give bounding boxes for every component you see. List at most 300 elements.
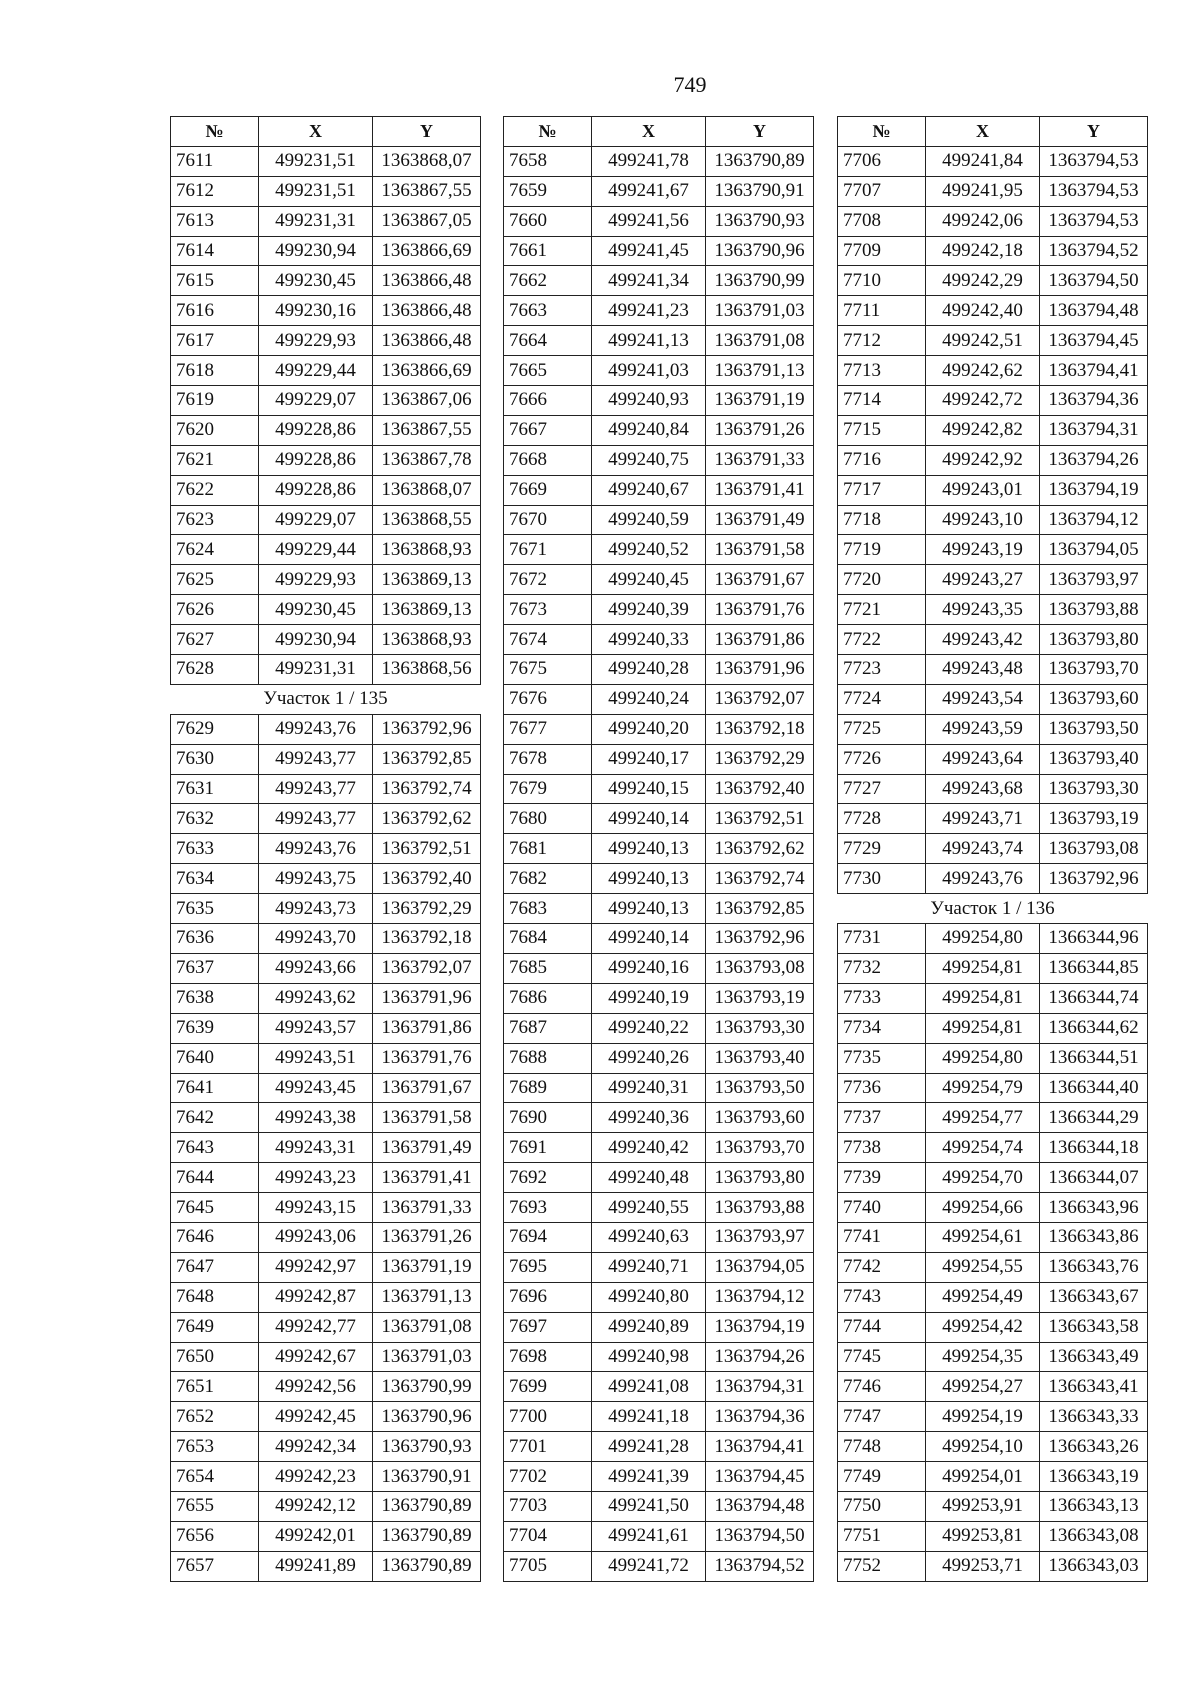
y-coordinate: 1363790,89 [373,1551,481,1581]
x-coordinate: 499243,42 [926,625,1040,655]
point-number: 7647 [171,1252,259,1282]
y-coordinate: 1363792,51 [706,804,814,834]
y-coordinate: 1366344,29 [1040,1103,1148,1133]
y-coordinate: 1366343,76 [1040,1252,1148,1282]
y-coordinate: 1366343,03 [1040,1551,1148,1581]
x-coordinate: 499242,67 [259,1342,373,1372]
table-row [838,1521,1148,1551]
table-row [838,804,1148,834]
y-coordinate: 1363791,86 [373,1013,481,1043]
x-coordinate: 499228,86 [259,445,373,475]
point-number: 7673 [504,595,592,625]
x-coordinate: 499241,08 [592,1372,706,1402]
point-number: 7680 [504,804,592,834]
point-number: 7739 [838,1163,926,1193]
x-coordinate: 499253,81 [926,1521,1040,1551]
table-row [504,655,814,685]
x-coordinate: 499242,29 [926,266,1040,296]
x-coordinate: 499240,22 [592,1013,706,1043]
x-coordinate: 499242,34 [259,1432,373,1462]
y-coordinate: 1363793,80 [706,1163,814,1193]
table-row [504,475,814,505]
point-number: 7618 [171,356,259,386]
table-row [504,505,814,535]
table-row [171,655,481,685]
point-number: 7745 [838,1342,926,1372]
column-header-x: X [259,117,373,147]
y-coordinate: 1363791,41 [373,1163,481,1193]
y-coordinate: 1363793,70 [706,1133,814,1163]
column-header-x: X [926,117,1040,147]
table-row [838,146,1148,176]
y-coordinate: 1366343,49 [1040,1342,1148,1372]
y-coordinate: 1366344,85 [1040,953,1148,983]
table-row [171,924,481,954]
x-coordinate: 499254,80 [926,1043,1040,1073]
x-coordinate: 499241,61 [592,1521,706,1551]
table-row [504,386,814,416]
table-row [504,326,814,356]
x-coordinate: 499229,44 [259,535,373,565]
point-number: 7626 [171,595,259,625]
x-coordinate: 499229,93 [259,565,373,595]
y-coordinate: 1363794,05 [1040,535,1148,565]
y-coordinate: 1363794,41 [706,1432,814,1462]
y-coordinate: 1363791,19 [706,386,814,416]
y-coordinate: 1363790,93 [373,1432,481,1462]
x-coordinate: 499240,42 [592,1133,706,1163]
point-number: 7611 [171,146,259,176]
point-number: 7727 [838,774,926,804]
y-coordinate: 1366343,67 [1040,1282,1148,1312]
x-coordinate: 499254,77 [926,1103,1040,1133]
table-row [838,655,1148,685]
y-coordinate: 1366344,62 [1040,1013,1148,1043]
table-row [504,924,814,954]
column-header-number: № [504,117,592,147]
point-number: 7677 [504,714,592,744]
x-coordinate: 499240,39 [592,595,706,625]
x-coordinate: 499241,13 [592,326,706,356]
table-row [838,206,1148,236]
y-coordinate: 1363790,91 [706,176,814,206]
x-coordinate: 499242,23 [259,1462,373,1492]
y-coordinate: 1366343,13 [1040,1491,1148,1521]
table-row [171,1342,481,1372]
section-row [171,684,481,714]
point-number: 7662 [504,266,592,296]
point-number: 7675 [504,655,592,685]
table-row [838,535,1148,565]
x-coordinate: 499243,54 [926,684,1040,714]
point-number: 7751 [838,1521,926,1551]
point-number: 7691 [504,1133,592,1163]
x-coordinate: 499243,70 [259,924,373,954]
point-number: 7693 [504,1193,592,1223]
point-number: 7622 [171,475,259,505]
point-number: 7721 [838,595,926,625]
table-row [171,1551,481,1581]
point-number: 7695 [504,1252,592,1282]
point-number: 7723 [838,655,926,685]
x-coordinate: 499229,07 [259,386,373,416]
table-row [171,1043,481,1073]
point-number: 7731 [838,924,926,954]
point-number: 7679 [504,774,592,804]
y-coordinate: 1363794,19 [1040,475,1148,505]
y-coordinate: 1363792,40 [373,864,481,894]
y-coordinate: 1363794,19 [706,1312,814,1342]
table-row [504,1521,814,1551]
x-coordinate: 499242,01 [259,1521,373,1551]
x-coordinate: 499241,78 [592,146,706,176]
point-number: 7661 [504,236,592,266]
y-coordinate: 1363791,67 [706,565,814,595]
table-row [504,834,814,864]
point-number: 7652 [171,1402,259,1432]
point-number: 7690 [504,1103,592,1133]
table-row [838,1312,1148,1342]
table-row [504,146,814,176]
x-coordinate: 499240,31 [592,1073,706,1103]
y-coordinate: 1363794,26 [706,1342,814,1372]
x-coordinate: 499242,56 [259,1372,373,1402]
y-coordinate: 1366343,33 [1040,1402,1148,1432]
point-number: 7623 [171,505,259,535]
x-coordinate: 499243,38 [259,1103,373,1133]
x-coordinate: 499231,51 [259,146,373,176]
x-coordinate: 499243,31 [259,1133,373,1163]
y-coordinate: 1363792,96 [1040,864,1148,894]
table-row [838,625,1148,655]
y-coordinate: 1363792,62 [706,834,814,864]
y-coordinate: 1363791,58 [706,535,814,565]
table-row [838,924,1148,954]
y-coordinate: 1363791,58 [373,1103,481,1133]
table-row [171,475,481,505]
x-coordinate: 499241,03 [592,356,706,386]
section-title: Участок 1 / 135 [171,684,481,714]
x-coordinate: 499242,82 [926,415,1040,445]
x-coordinate: 499243,75 [259,864,373,894]
y-coordinate: 1363866,48 [373,296,481,326]
x-coordinate: 499243,66 [259,953,373,983]
x-coordinate: 499229,93 [259,326,373,356]
point-number: 7671 [504,535,592,565]
y-coordinate: 1363790,89 [373,1521,481,1551]
table-row [171,326,481,356]
y-coordinate: 1363793,50 [1040,714,1148,744]
table-row [171,1133,481,1163]
y-coordinate: 1363793,40 [1040,744,1148,774]
y-coordinate: 1363790,89 [706,146,814,176]
y-coordinate: 1363791,76 [706,595,814,625]
y-coordinate: 1363791,67 [373,1073,481,1103]
point-number: 7746 [838,1372,926,1402]
y-coordinate: 1363790,96 [706,236,814,266]
y-coordinate: 1366343,08 [1040,1521,1148,1551]
y-coordinate: 1363791,49 [706,505,814,535]
y-coordinate: 1363792,74 [373,774,481,804]
coordinates-table-1 [170,116,481,1582]
x-coordinate: 499242,51 [926,326,1040,356]
y-coordinate: 1363793,70 [1040,655,1148,685]
table-row [838,356,1148,386]
point-number: 7711 [838,296,926,326]
point-number: 7714 [838,386,926,416]
x-coordinate: 499240,84 [592,415,706,445]
y-coordinate: 1363790,93 [706,206,814,236]
y-coordinate: 1363791,96 [373,983,481,1013]
x-coordinate: 499242,18 [926,236,1040,266]
y-coordinate: 1363867,55 [373,415,481,445]
y-coordinate: 1363792,18 [706,714,814,744]
x-coordinate: 499243,76 [259,714,373,744]
table-row [171,1491,481,1521]
table-row [838,1043,1148,1073]
x-coordinate: 499241,39 [592,1462,706,1492]
point-number: 7701 [504,1432,592,1462]
table-row [171,1073,481,1103]
table-row [504,236,814,266]
table-row [504,1282,814,1312]
column-header-number: № [838,117,926,147]
point-number: 7638 [171,983,259,1013]
x-coordinate: 499254,49 [926,1282,1040,1312]
x-coordinate: 499243,15 [259,1193,373,1223]
x-coordinate: 499229,44 [259,356,373,386]
y-coordinate: 1363791,03 [706,296,814,326]
y-coordinate: 1363793,60 [1040,684,1148,714]
table-row [504,1312,814,1342]
table-row [504,1252,814,1282]
point-number: 7725 [838,714,926,744]
y-coordinate: 1363794,53 [1040,176,1148,206]
x-coordinate: 499242,62 [926,356,1040,386]
x-coordinate: 499231,31 [259,206,373,236]
y-coordinate: 1363791,76 [373,1043,481,1073]
table-row [504,864,814,894]
y-coordinate: 1363794,36 [1040,386,1148,416]
table-row [171,1282,481,1312]
y-coordinate: 1363869,13 [373,595,481,625]
x-coordinate: 499241,84 [926,146,1040,176]
table-row [504,206,814,236]
table-row [838,176,1148,206]
point-number: 7672 [504,565,592,595]
y-coordinate: 1363868,56 [373,655,481,685]
y-coordinate: 1363868,93 [373,625,481,655]
header-row [838,117,1148,147]
point-number: 7657 [171,1551,259,1581]
table-row [504,684,814,714]
point-number: 7700 [504,1402,592,1432]
table-row [171,894,481,924]
y-coordinate: 1363792,07 [706,684,814,714]
table-row [171,625,481,655]
y-coordinate: 1363791,19 [373,1252,481,1282]
x-coordinate: 499243,48 [926,655,1040,685]
y-coordinate: 1366344,07 [1040,1163,1148,1193]
point-number: 7724 [838,684,926,714]
point-number: 7682 [504,864,592,894]
y-coordinate: 1363794,12 [706,1282,814,1312]
table-row [504,565,814,595]
y-coordinate: 1363791,86 [706,625,814,655]
point-number: 7634 [171,864,259,894]
point-number: 7639 [171,1013,259,1043]
point-number: 7744 [838,1312,926,1342]
y-coordinate: 1363868,93 [373,535,481,565]
x-coordinate: 499254,80 [926,924,1040,954]
table-row [838,983,1148,1013]
y-coordinate: 1363867,55 [373,176,481,206]
section-title: Участок 1 / 136 [838,894,1148,924]
point-number: 7735 [838,1043,926,1073]
table-row [171,1103,481,1133]
y-coordinate: 1366344,18 [1040,1133,1148,1163]
table-row [838,714,1148,744]
point-number: 7649 [171,1312,259,1342]
table-row [171,1402,481,1432]
point-number: 7645 [171,1193,259,1223]
x-coordinate: 499243,74 [926,834,1040,864]
x-coordinate: 499243,10 [926,505,1040,535]
y-coordinate: 1366344,51 [1040,1043,1148,1073]
point-number: 7624 [171,535,259,565]
column-header-x: X [592,117,706,147]
table-row [838,475,1148,505]
x-coordinate: 499240,28 [592,655,706,685]
point-number: 7752 [838,1551,926,1581]
table-row [504,1103,814,1133]
x-coordinate: 499230,94 [259,236,373,266]
y-coordinate: 1366343,19 [1040,1462,1148,1492]
x-coordinate: 499242,77 [259,1312,373,1342]
y-coordinate: 1366344,74 [1040,983,1148,1013]
table-row [171,415,481,445]
table-row [504,266,814,296]
y-coordinate: 1363794,41 [1040,356,1148,386]
x-coordinate: 499240,89 [592,1312,706,1342]
x-coordinate: 499241,95 [926,176,1040,206]
point-number: 7694 [504,1222,592,1252]
x-coordinate: 499243,01 [926,475,1040,505]
x-coordinate: 499242,97 [259,1252,373,1282]
point-number: 7708 [838,206,926,236]
table-row [838,1282,1148,1312]
table-row [171,445,481,475]
y-coordinate: 1366343,96 [1040,1193,1148,1223]
point-number: 7688 [504,1043,592,1073]
table-row [171,356,481,386]
x-coordinate: 499240,20 [592,714,706,744]
x-coordinate: 499240,17 [592,744,706,774]
table-row [171,535,481,565]
point-number: 7720 [838,565,926,595]
x-coordinate: 499242,12 [259,1491,373,1521]
point-number: 7670 [504,505,592,535]
table-row [838,1013,1148,1043]
table-row [171,1163,481,1193]
x-coordinate: 499240,13 [592,864,706,894]
point-number: 7648 [171,1282,259,1312]
y-coordinate: 1363793,50 [706,1073,814,1103]
y-coordinate: 1363792,85 [373,744,481,774]
table-row [504,1402,814,1432]
table-row [838,1222,1148,1252]
y-coordinate: 1363794,31 [1040,415,1148,445]
point-number: 7713 [838,356,926,386]
point-number: 7653 [171,1432,259,1462]
y-coordinate: 1363791,26 [706,415,814,445]
x-coordinate: 499241,67 [592,176,706,206]
point-number: 7628 [171,655,259,685]
y-coordinate: 1363791,33 [706,445,814,475]
point-number: 7722 [838,625,926,655]
x-coordinate: 499240,45 [592,565,706,595]
table-row [504,1013,814,1043]
x-coordinate: 499242,87 [259,1282,373,1312]
y-coordinate: 1363793,40 [706,1043,814,1073]
y-coordinate: 1363793,19 [1040,804,1148,834]
point-number: 7717 [838,475,926,505]
table-row [504,1551,814,1581]
table-row [504,1133,814,1163]
point-number: 7736 [838,1073,926,1103]
table-row [504,1163,814,1193]
table-row [838,774,1148,804]
point-number: 7633 [171,834,259,864]
table-row [504,176,814,206]
point-number: 7636 [171,924,259,954]
table-row [171,1193,481,1223]
x-coordinate: 499241,18 [592,1402,706,1432]
x-coordinate: 499254,55 [926,1252,1040,1282]
table-row [171,983,481,1013]
table-row [838,386,1148,416]
y-coordinate: 1363868,55 [373,505,481,535]
y-coordinate: 1363869,13 [373,565,481,595]
point-number: 7674 [504,625,592,655]
point-number: 7678 [504,744,592,774]
x-coordinate: 499243,19 [926,535,1040,565]
table-row [171,834,481,864]
x-coordinate: 499254,27 [926,1372,1040,1402]
table-row [504,804,814,834]
x-coordinate: 499241,23 [592,296,706,326]
y-coordinate: 1363792,85 [706,894,814,924]
y-coordinate: 1363792,62 [373,804,481,834]
table-row [171,386,481,416]
point-number: 7715 [838,415,926,445]
x-coordinate: 499241,72 [592,1551,706,1581]
table-row [838,296,1148,326]
y-coordinate: 1363793,60 [706,1103,814,1133]
x-coordinate: 499240,71 [592,1252,706,1282]
point-number: 7613 [171,206,259,236]
coordinates-table-2 [503,116,814,1582]
y-coordinate: 1363792,96 [706,924,814,954]
y-coordinate: 1363867,05 [373,206,481,236]
header-row [504,117,814,147]
y-coordinate: 1363866,48 [373,266,481,296]
x-coordinate: 499243,35 [926,595,1040,625]
x-coordinate: 499240,98 [592,1342,706,1372]
point-number: 7737 [838,1103,926,1133]
x-coordinate: 499243,73 [259,894,373,924]
table-row [171,714,481,744]
